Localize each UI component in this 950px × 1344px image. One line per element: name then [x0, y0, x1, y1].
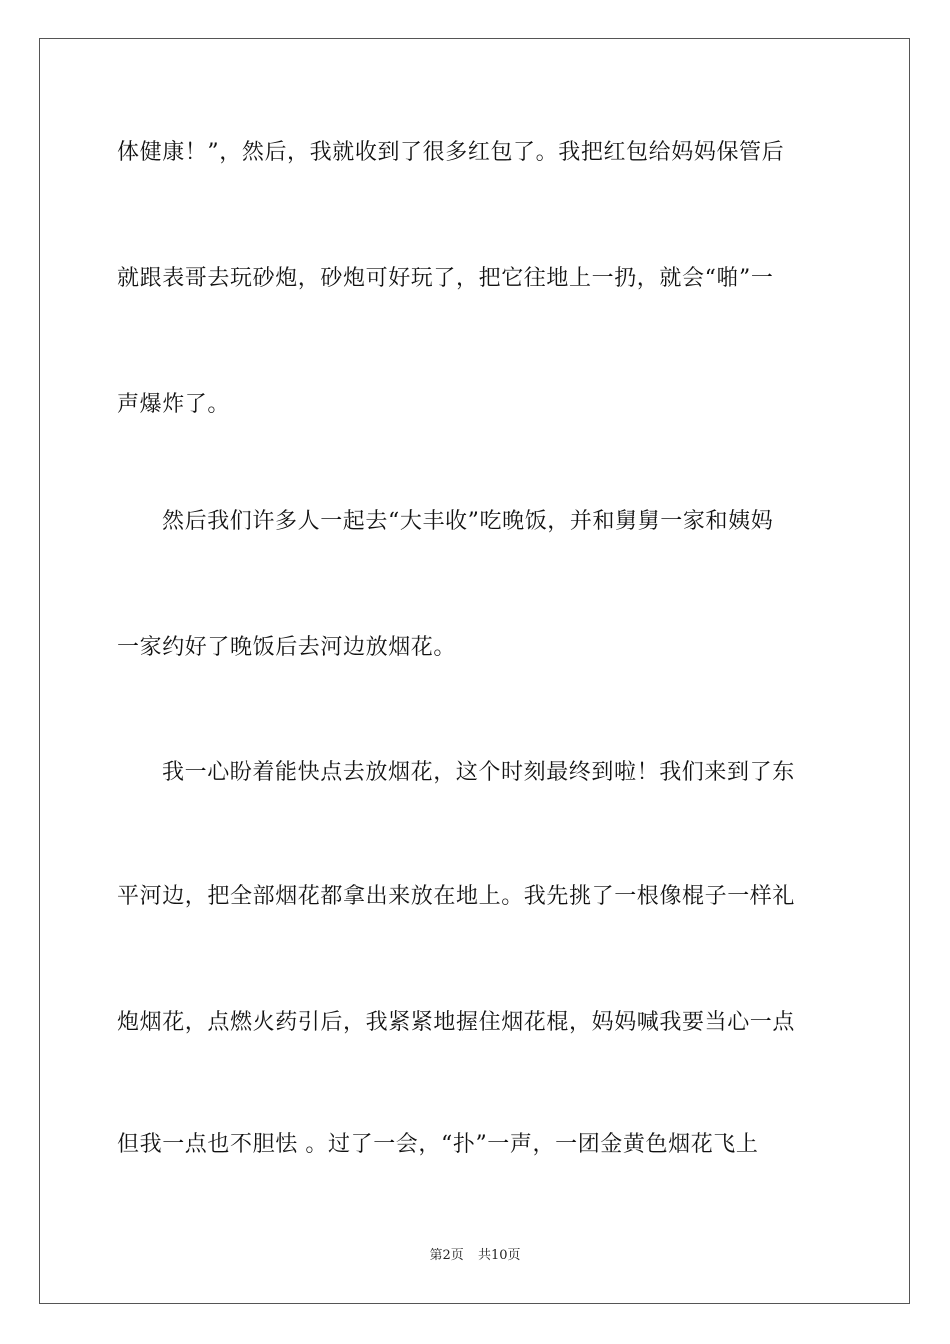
page-number-current: 第2页 [429, 1248, 464, 1263]
paragraph-line: 一家约好了晚饭后去河边放烟花。 [117, 635, 457, 660]
paragraph-line: 平河边，把全部烟花都拿出来放在地上。我先挑了一根像棍子一样礼 [117, 884, 796, 909]
paragraph-line: 声爆炸了。 [117, 392, 231, 417]
paragraph-line: 炮烟花，点燃火药引后，我紧紧地握住烟花棍，妈妈喊我要当心一点 [117, 1010, 796, 1035]
paragraph-line: 我一心盼着能快点去放烟花，这个时刻最终到啦！我们来到了东 [162, 760, 795, 785]
paragraph-line: 体健康！”，然后，我就收到了很多红包了。我把红包给妈妈保管后 [117, 140, 785, 165]
paragraph-line: 但我一点也不胆怯 。过了一会，“扑”一声，一团金黄色烟花飞上 [117, 1132, 759, 1157]
paragraph-line: 然后我们许多人一起去“大丰收”吃晚饭，并和舅舅一家和姨妈 [162, 509, 774, 534]
page-border [39, 38, 910, 1304]
paragraph-line: 就跟表哥去玩砂炮，砂炮可好玩了，把它往地上一扔，就会“啪”一 [117, 266, 774, 291]
page-number-total: 共10页 [477, 1248, 521, 1263]
page-footer [0, 1246, 950, 1266]
